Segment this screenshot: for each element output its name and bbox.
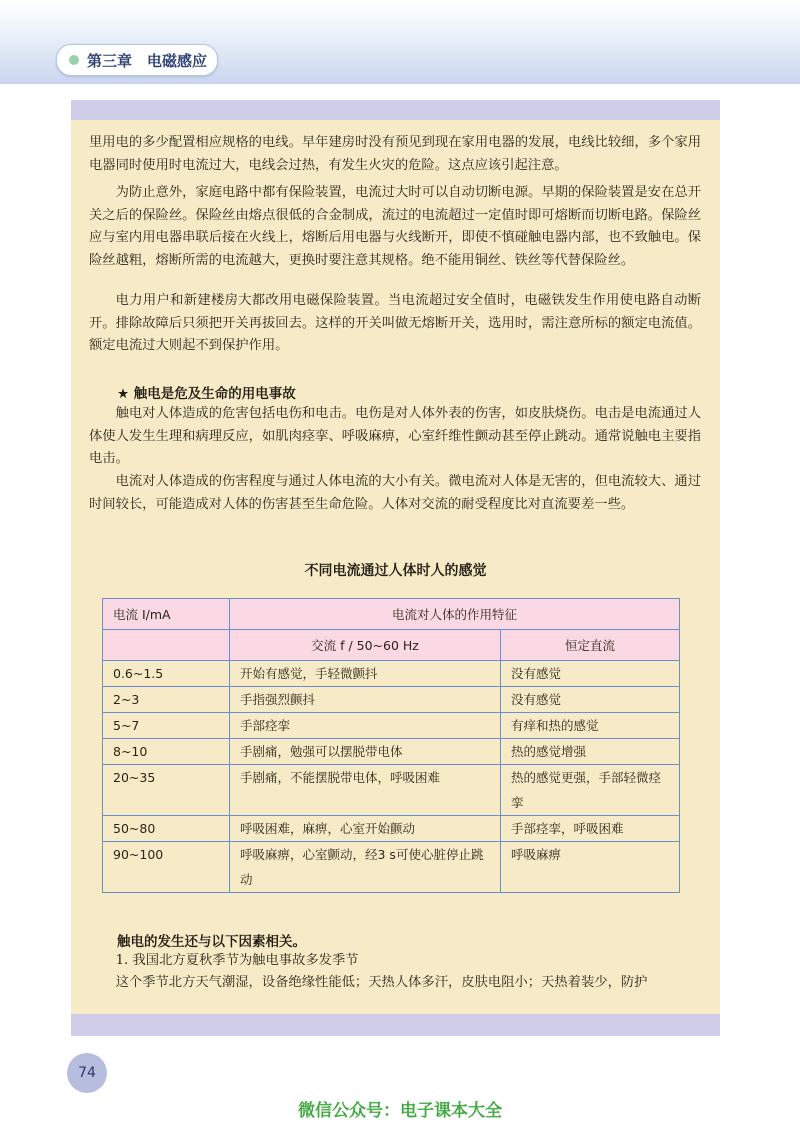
paragraph-wiring: 里用电的多少配置相应规格的电线。早年建房时没有预见到现在家用电器的发展，电线比较细，多个家用电器同时使用时电流过大，电线会过热，有发生火灾的危险。这点应该引起注意。 [89,135,701,173]
cell-current: 2~3 [103,687,230,713]
cell-current: 20~35 [103,765,230,816]
cell-dc: 没有感觉 [501,687,680,713]
table-row [103,842,680,893]
table-row [103,661,680,687]
panel-top-bar [71,100,720,120]
cell-dc: 有痒和热的感觉 [501,713,680,739]
table-header-blank [103,630,230,661]
cell-current: 50~80 [103,816,230,842]
paragraph-current-level: 电流对人体造成的伤害程度与通过人体电流的大小有关。微电流对人体是无害的，但电流较大、通过时间较长，可能造成对人体的伤害甚至生命危险。人体对交流的耐受程度比对直流要差一些。 [89,474,701,512]
chapter-dot-icon [69,55,79,65]
cell-dc: 呼吸麻痹 [501,842,680,893]
footer-watermark: 微信公众号：电子课本大全 [298,1101,502,1121]
page-number: 74 [67,1053,107,1093]
table-row [103,739,680,765]
table-header-dc: 恒定直流 [501,630,680,661]
header-band [0,0,800,84]
paragraph-shock-harm: 触电对人体造成的危害包括电伤和电击。电伤是对人体外表的伤害，如皮肤烧伤。电击是电流通过人体使人发生生理和病理反应，如肌肉痉挛、呼吸麻痹，心室纤维性颤动甚至停止跳动。通常说触电主要指电击。 [89,406,701,466]
current-effect-table [102,598,680,893]
cell-ac: 手剧痛，不能摆脱带电体，呼吸困难 [230,765,501,816]
factor-item-1-text: 这个季节北方天气潮湿，设备绝缘性能低；天热人体多汗，皮肤电阻小；天热着装少，防护 [115,975,648,990]
table-header-effect: 电流对人体的作用特征 [230,599,680,630]
section-heading-shock: ★ 触电是危及生命的用电事故 [117,386,296,402]
chapter-tab[interactable] [56,44,218,76]
paragraph-fuse: 为防止意外，家庭电路中都有保险装置，电流过大时可以自动切断电源。早期的保险装置是安在总开关之后的保险丝。保险丝由熔点很低的合金制成，流过的电流超过一定值时即可熔断而切断电路。保险丝应与室内用电器串联后接在火线上，熔断后用电器与火线断开，即使不慎碰触电器内部，也不致触电。保险丝越粗，熔断所需的电流越大，更换时要注意其规格。绝不能用铜丝、铁丝等代替保险丝。 [89,185,701,268]
cell-current: 90~100 [103,842,230,893]
panel-bottom-bar [71,1014,720,1036]
factors-heading: 触电的发生还与以下因素相关。 [117,934,306,950]
table-row [103,765,680,816]
cell-dc: 手部痉挛，呼吸困难 [501,816,680,842]
cell-ac: 手指强烈颤抖 [230,687,501,713]
table-row [103,687,680,713]
table-header-current: 电流 I/mA [103,599,230,630]
cell-dc: 热的感觉更强，手部轻微痉挛 [501,765,680,816]
cell-ac: 呼吸麻痹，心室颤动，经3 s可使心脏停止跳动 [230,842,501,893]
cell-ac: 开始有感觉，手轻微颤抖 [230,661,501,687]
factor-item-1: 1. 我国北方夏秋季节为触电事故多发季节 [115,953,359,968]
cell-ac: 手剧痛，勉强可以摆脱带电体 [230,739,501,765]
paragraph-breaker: 电力用户和新建楼房大都改用电磁保险装置。当电流超过安全值时，电磁铁发生作用使电路自动断开。排除故障后只须把开关再拔回去。这样的开关叫做无熔断开关，选用时，需注意所标的额定电流值。额定电流过大则起不到保护作用。 [89,293,701,353]
content-panel [71,100,720,1036]
table-header-ac: 交流 f / 50~60 Hz [230,630,501,661]
cell-dc: 没有感觉 [501,661,680,687]
table-title: 不同电流通过人体时人的感觉 [304,563,487,579]
cell-current: 8~10 [103,739,230,765]
cell-ac: 手部痉挛 [230,713,501,739]
cell-current: 5~7 [103,713,230,739]
cell-ac: 呼吸困难，麻痹，心室开始颤动 [230,816,501,842]
table-row [103,816,680,842]
chapter-label: 第三章 电磁感应 [87,52,208,70]
cell-current: 0.6~1.5 [103,661,230,687]
table-row [103,713,680,739]
cell-dc: 热的感觉增强 [501,739,680,765]
